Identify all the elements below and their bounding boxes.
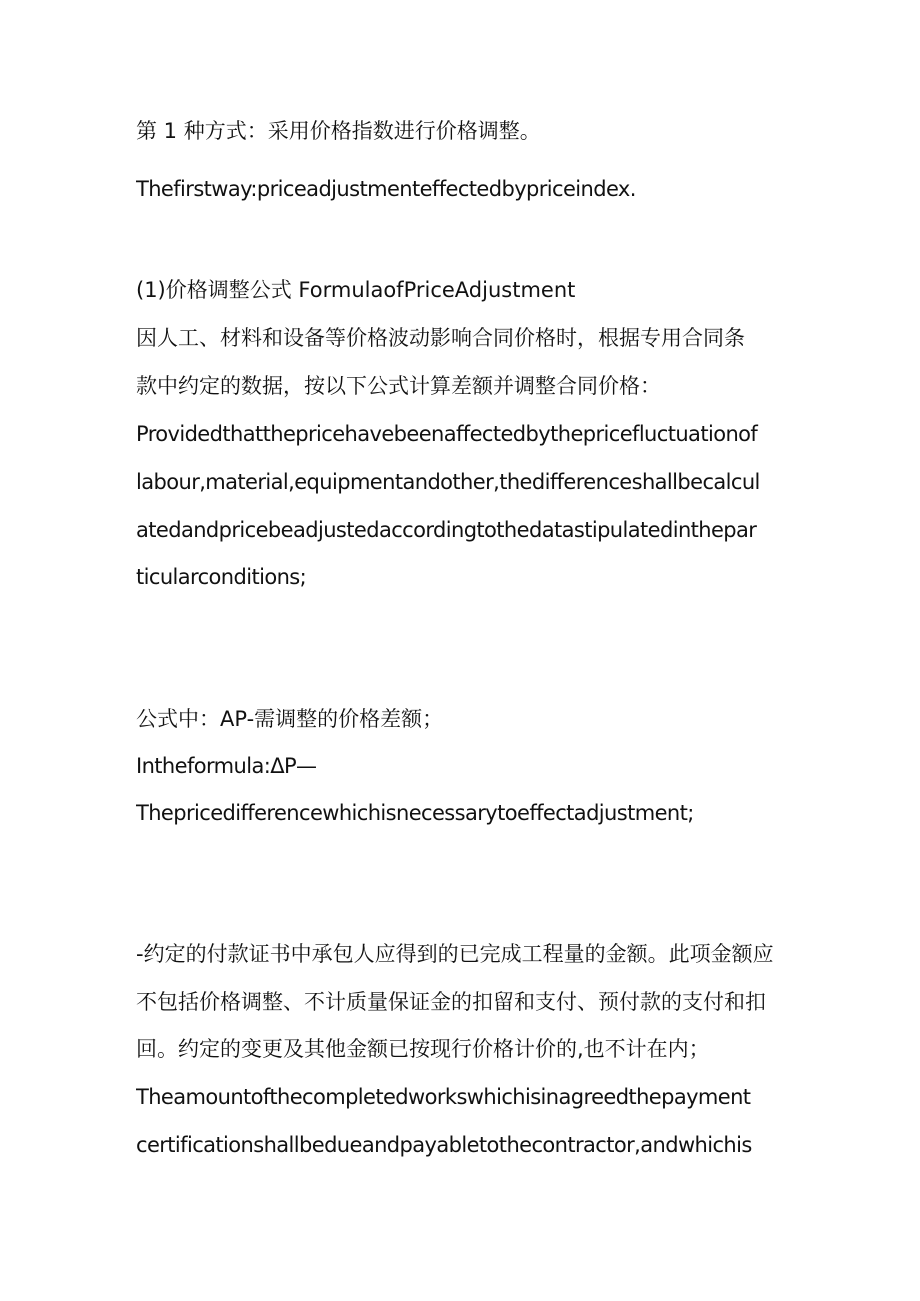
section-title: (1)价格调整公式 FormulaofPriceAdjustment bbox=[136, 278, 576, 302]
paragraph-cn-line: 不包括价格调整、不计质量保证金的扣留和支付、预付款的支付和扣 bbox=[136, 990, 766, 1014]
formula-en-line: Thepricedifferencewhichisnecessarytoeffectadjustment; bbox=[136, 801, 694, 825]
paragraph-cn-line: 因人工、材料和设备等价格波动影响合同价格时，根据专用合同条 bbox=[136, 326, 745, 350]
formula-cn: 公式中：AP-需调整的价格差额； bbox=[136, 707, 444, 731]
paragraph-cn-line: -约定的付款证书中承包人应得到的已完成工程量的金额。此项金额应 bbox=[136, 942, 774, 966]
paragraph-cn-line: 回。约定的变更及其他金额已按现行价格计价的,也不计在内； bbox=[136, 1037, 710, 1061]
paragraph-en-line: Providedthatthepricehavebeenaffectedbythepricefluctuationof bbox=[136, 422, 758, 446]
heading-cn: 第 1 种方式：采用价格指数进行价格调整。 bbox=[136, 119, 541, 143]
heading-en: Thefirstway:priceadjustmenteffectedbypriceindex. bbox=[136, 177, 636, 201]
formula-en-line: Intheformula:ΔP— bbox=[136, 754, 317, 778]
paragraph-cn-line: 款中约定的数据，按以下公式计算差额并调整合同价格： bbox=[136, 374, 661, 398]
paragraph-en-line: certificationshallbedueandpayabletothecontractor,andwhichis bbox=[136, 1133, 752, 1157]
paragraph-en-line: ticularconditions; bbox=[136, 565, 307, 589]
paragraph-en-line: atedandpricebeadjustedaccordingtothedatastipulatedinthepar bbox=[136, 518, 757, 542]
paragraph-en-line: labour,material,equipmentandother,thedifferenceshallbecalcul bbox=[136, 470, 760, 494]
paragraph-en-line: Theamountofthecompletedworkswhichisinagreedthepayment bbox=[136, 1085, 751, 1109]
